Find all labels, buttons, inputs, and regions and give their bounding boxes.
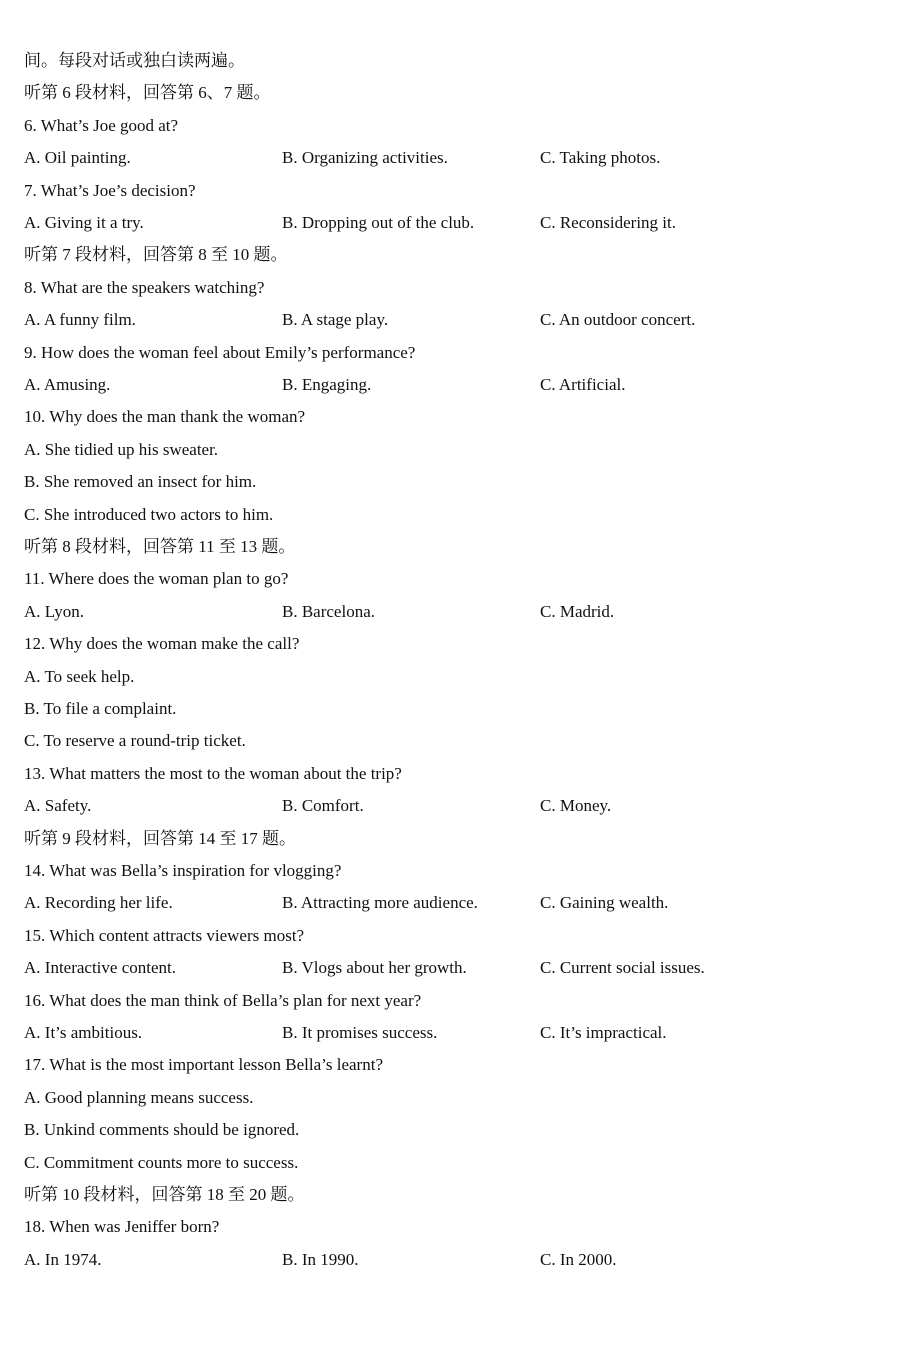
answer-option: B. Unkind comments should be ignored.: [24, 1120, 300, 1139]
section-instruction: 听第 10 段材料，回答第 18 至 20 题。: [24, 1185, 305, 1204]
option-c: C. Money.: [540, 796, 612, 815]
option-a: A. Interactive content.: [24, 958, 176, 977]
answer-option: C. She introduced two actors to him.: [24, 505, 274, 524]
option-b: B. Vlogs about her growth.: [282, 958, 467, 977]
question-text: 14. What was Bella’s inspiration for vlogging?: [24, 861, 342, 880]
option-c: C. It’s impractical.: [540, 1023, 667, 1042]
section-instruction: 听第 6 段材料，回答第 6、7 题。: [24, 83, 271, 102]
answer-option: B. To file a complaint.: [24, 699, 177, 718]
option-b: B. Comfort.: [282, 796, 364, 815]
question-text: 7. What’s Joe’s decision?: [24, 181, 196, 200]
option-a: A. In 1974.: [24, 1250, 102, 1269]
question-text: 8. What are the speakers watching?: [24, 278, 265, 297]
text-line: 间。每段对话或独白读两遍。: [24, 51, 245, 70]
option-c: C. Gaining wealth.: [540, 893, 669, 912]
answer-option: A. Good planning means success.: [24, 1088, 254, 1107]
question-text: 16. What does the man think of Bella’s plan for next year?: [24, 991, 422, 1010]
section-instruction: 听第 7 段材料，回答第 8 至 10 题。: [24, 245, 288, 264]
option-b: B. Engaging.: [282, 375, 372, 394]
option-a: A. Amusing.: [24, 375, 111, 394]
question-text: 17. What is the most important lesson Bella’s learnt?: [24, 1055, 383, 1074]
option-b: B. Barcelona.: [282, 602, 375, 621]
answer-option: A. She tidied up his sweater.: [24, 440, 219, 459]
option-a: A. Giving it a try.: [24, 213, 144, 232]
option-a: A. Safety.: [24, 796, 92, 815]
option-a: A. A funny film.: [24, 310, 136, 329]
option-b: B. A stage play.: [282, 310, 389, 329]
answer-option: C. Commitment counts more to success.: [24, 1153, 299, 1172]
question-text: 12. Why does the woman make the call?: [24, 634, 300, 653]
option-a: A. Recording her life.: [24, 893, 173, 912]
option-c: C. An outdoor concert.: [540, 310, 696, 329]
section-instruction: 听第 9 段材料，回答第 14 至 17 题。: [24, 829, 296, 848]
option-b: B. In 1990.: [282, 1250, 359, 1269]
option-c: C. Madrid.: [540, 602, 615, 621]
question-text: 9. How does the woman feel about Emily’s performance?: [24, 343, 416, 362]
question-text: 6. What’s Joe good at?: [24, 116, 179, 135]
question-text: 10. Why does the man thank the woman?: [24, 407, 306, 426]
option-a: A. Lyon.: [24, 602, 84, 621]
option-b: B. It promises success.: [282, 1023, 438, 1042]
option-a: A. Oil painting.: [24, 148, 131, 167]
question-text: 11. Where does the woman plan to go?: [24, 569, 289, 588]
question-text: 15. Which content attracts viewers most?: [24, 926, 305, 945]
option-c: C. Taking photos.: [540, 148, 661, 167]
section-instruction: 听第 8 段材料，回答第 11 至 13 题。: [24, 537, 296, 556]
option-c: C. Artificial.: [540, 375, 626, 394]
option-c: C. Reconsidering it.: [540, 213, 676, 232]
option-c: C. In 2000.: [540, 1250, 617, 1269]
option-a: A. It’s ambitious.: [24, 1023, 143, 1042]
answer-option: B. She removed an insect for him.: [24, 472, 257, 491]
question-text: 13. What matters the most to the woman about the trip?: [24, 764, 402, 783]
answer-option: A. To seek help.: [24, 667, 135, 686]
option-b: B. Organizing activities.: [282, 148, 448, 167]
answer-option: C. To reserve a round-trip ticket.: [24, 731, 246, 750]
option-c: C. Current social issues.: [540, 958, 705, 977]
option-b: B. Dropping out of the club.: [282, 213, 475, 232]
question-text: 18. When was Jeniffer born?: [24, 1217, 220, 1236]
option-b: B. Attracting more audience.: [282, 893, 478, 912]
